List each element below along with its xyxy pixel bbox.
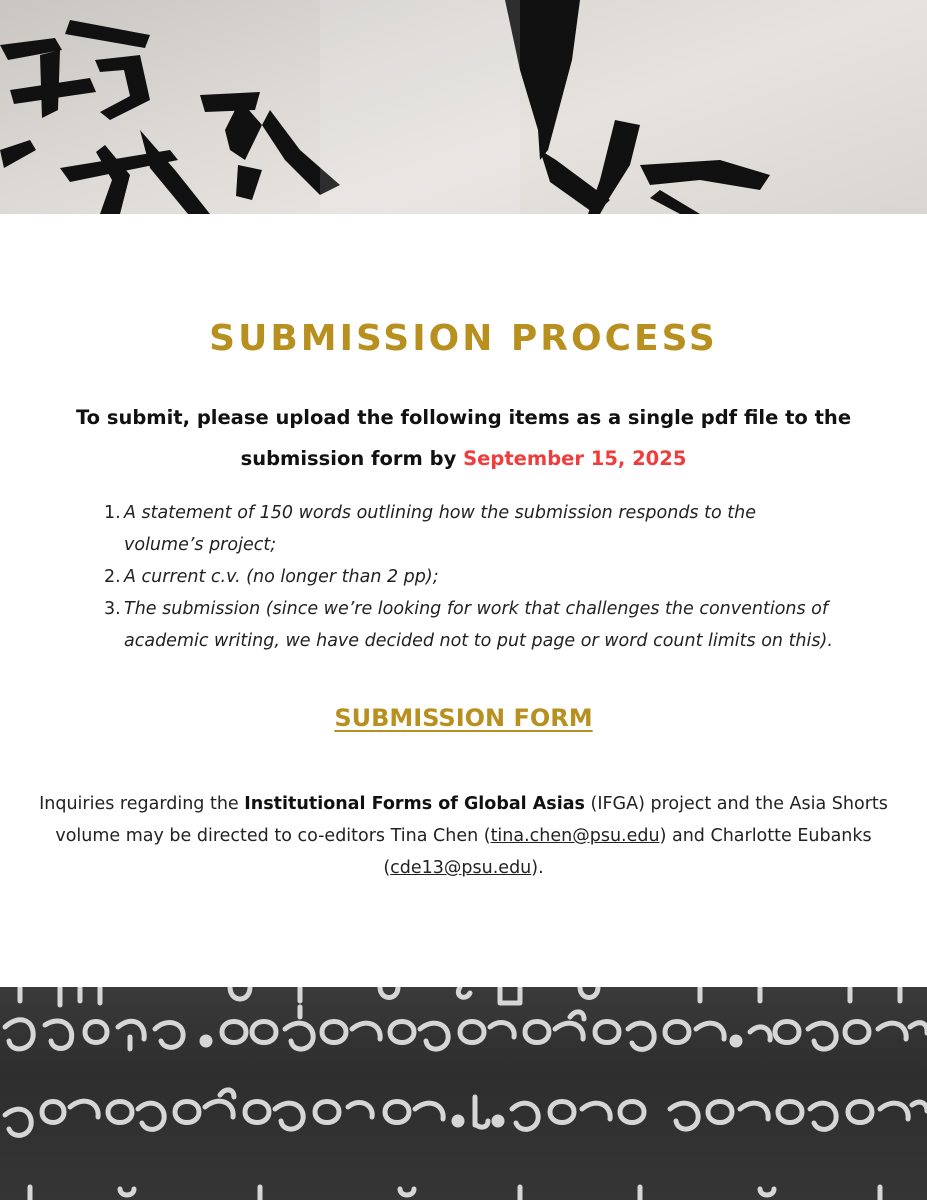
list-item-number: 2. <box>104 567 121 587</box>
intro-instructions: To submit, please upload the following items as a single pdf file to the submission form by <box>75 406 852 470</box>
submission-items-list <box>104 497 834 657</box>
intro-text <box>60 397 867 479</box>
project-name: Institutional Forms of Global Asias <box>244 794 585 814</box>
chalk-script <box>0 987 927 1200</box>
inquiries-text <box>10 788 917 884</box>
inquiries-part4: ). <box>531 858 544 878</box>
page-title: SUBMISSION PROCESS <box>209 318 718 359</box>
list-item-number: 1. <box>104 503 121 523</box>
email-link-tina-chen[interactable]: tina.chen@psu.edu <box>490 826 660 846</box>
calligraphy-photo <box>0 0 927 214</box>
list-item-text: The submission (since we’re looking for work that challenges the conventions of academic writing, we have decided not to put page or word count limits on this). <box>124 599 833 651</box>
list-item <box>104 497 834 561</box>
chalkboard-photo <box>0 987 927 1200</box>
calligraphy-strokes <box>0 0 927 214</box>
inquiries-part3: ) and Charlotte Eubanks ( <box>383 826 872 878</box>
deadline-date: September 15, 2025 <box>463 447 687 470</box>
submission-form-link[interactable]: SUBMISSION FORM <box>334 704 593 732</box>
list-item-text: A statement of 150 words outlining how the submission responds to the volume’s project; <box>124 503 756 555</box>
inquiries-part1: Inquiries regarding the <box>39 794 245 814</box>
list-item-text: A current c.v. (no longer than 2 pp); <box>124 567 439 587</box>
list-item <box>104 561 834 593</box>
email-link-charlotte-eubanks[interactable]: cde13@psu.edu <box>390 858 532 878</box>
list-item <box>104 593 834 657</box>
inquiries-part2: (IFGA) project and the Asia Shorts volume may be directed to co-editors Tina Chen ( <box>55 794 888 846</box>
list-item-number: 3. <box>104 599 121 619</box>
